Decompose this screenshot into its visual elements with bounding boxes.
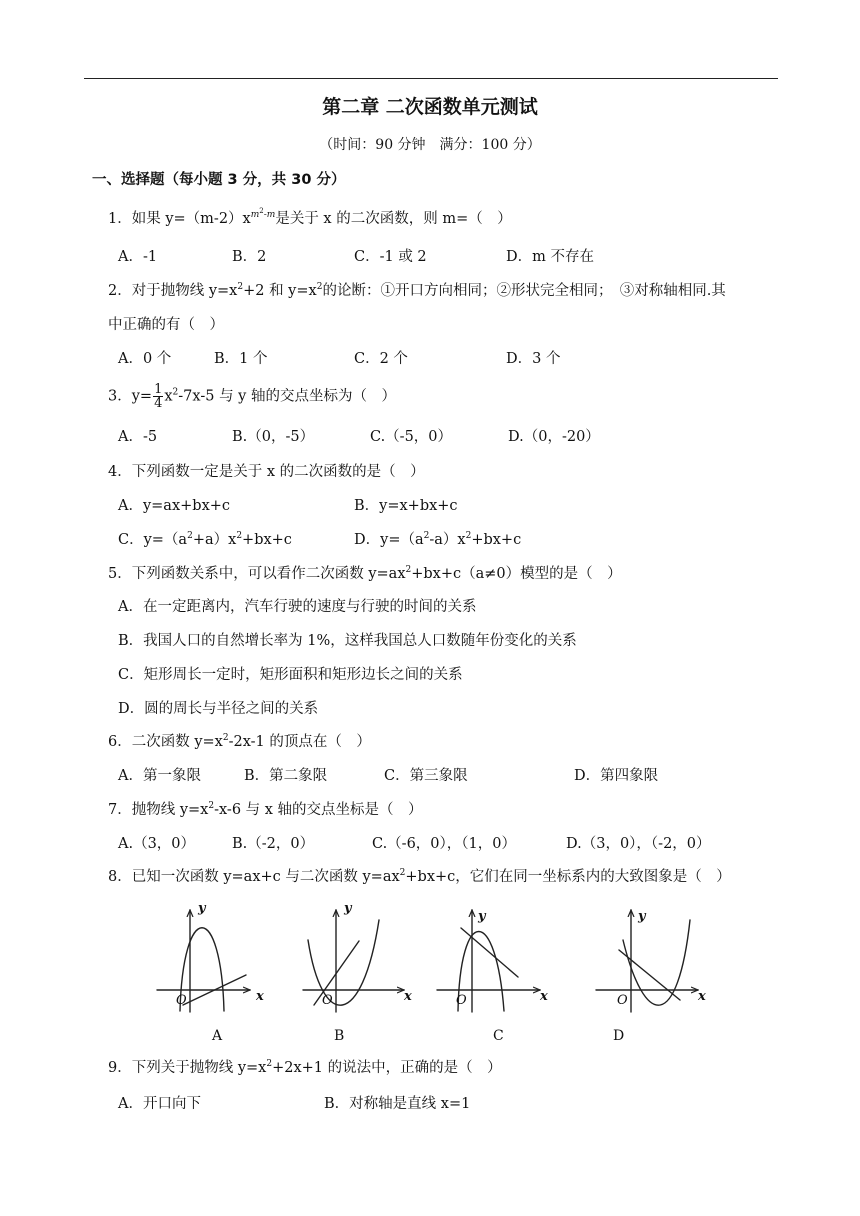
graph-c-x-label: x — [540, 989, 548, 1004]
option-b[interactable]: B．我国人口的自然增长率为 1%，这样我国总人口数随年份变化的关系 — [118, 633, 577, 649]
graph-d-caption: D — [613, 1028, 625, 1044]
question-7: 7．抛物线 $y=x^2-x-6$ 与 x 轴的交点坐标是（ ） — [108, 801, 423, 818]
section-heading: 一、选择题（每小题 3 分，共 30 分） — [92, 172, 346, 188]
option-a[interactable]: A．y=ax+bx+c — [118, 498, 231, 514]
option-a[interactable]: A．-5 — [118, 429, 158, 445]
option-a[interactable]: A．0 个 — [118, 351, 172, 367]
graph-a[interactable] — [157, 910, 250, 1012]
option-a[interactable]: A．-1 — [118, 249, 158, 265]
question-8: 8．已知一次函数 y=ax+c 与二次函数 $y=ax^2+bx+c$，它们在同一坐标系内的大致图象是（ ） — [108, 868, 731, 885]
option-b[interactable]: B.（-2，0） — [232, 836, 315, 852]
option-b[interactable]: B.（0，-5） — [232, 429, 315, 445]
option-c[interactable]: C．-1 或 2 — [354, 249, 427, 265]
option-c[interactable]: C.（-5，0） — [370, 429, 453, 445]
graph-d-y-label: y — [638, 909, 646, 924]
question-6: 6．二次函数 $y=x^2-2x-1$ 的顶点在（ ） — [108, 733, 371, 750]
question-9: 9．下列关于抛物线 $y=x^2+2x+1$ 的说法中，正确的是（ ） — [108, 1059, 502, 1076]
option-d[interactable]: D．圆的周长与半径之间的关系 — [118, 701, 319, 717]
graph-b-x-label: x — [404, 989, 412, 1004]
option-b[interactable]: B．1 个 — [214, 351, 268, 367]
graph-b-y-label: y — [344, 901, 352, 916]
option-c[interactable]: C．$y=(a^2+a)x^2+bx+c$ — [118, 531, 292, 548]
question-2-line-2: 中正确的有（ ） — [108, 317, 224, 333]
graph-c-y-label: y — [478, 909, 486, 924]
option-d[interactable]: D.（0，-20） — [508, 429, 600, 445]
fraction: $\frac{1}{4}$ — [154, 382, 163, 411]
option-c[interactable]: C.（-6，0），（1，0） — [372, 836, 516, 852]
question-1: 1．如果 $y=(m-2)x^{m^2-m}$是关于 x 的二次函数，则 m=（ ） — [108, 207, 512, 227]
option-a[interactable]: A．第一象限 — [118, 768, 201, 784]
header-rule — [84, 78, 778, 79]
graph-d-origin: O — [617, 993, 628, 1008]
question-3: 3．y= $\frac{1}{4}$ $x^2-7x-5$ 与 y 轴的交点坐标为（ ） — [108, 382, 396, 411]
graph-c-caption: C — [493, 1028, 504, 1044]
page-subtitle: （时间：90 分钟 满分：100 分） — [319, 137, 541, 153]
graph-c[interactable] — [437, 910, 540, 1012]
option-d[interactable]: D．m 不存在 — [506, 249, 594, 265]
option-b[interactable]: B．第二象限 — [244, 768, 328, 784]
graph-a-origin: O — [176, 993, 187, 1008]
option-c[interactable]: C．第三象限 — [384, 768, 468, 784]
graph-b-origin: O — [322, 993, 333, 1008]
page-title: 第二章 二次函数单元测试 — [322, 96, 538, 118]
option-d[interactable]: D．3 个 — [506, 351, 561, 367]
question-5: 5．下列函数关系中，可以看作二次函数 $y=ax^2+bx+c(a\ne 0)$模型的是（ ） — [108, 565, 622, 582]
graph-b[interactable] — [303, 910, 404, 1012]
option-a[interactable]: A．开口向下 — [118, 1096, 201, 1112]
option-b[interactable]: B．2 — [232, 249, 267, 265]
option-b[interactable]: B．对称轴是直线 x=1 — [324, 1096, 471, 1112]
question-4: 4．下列函数一定是关于 x 的二次函数的是（ ） — [108, 464, 425, 480]
question-2: 2．对于抛物线 $y=x^2+2$ 和 $y=x^2$的论断：①开口方向相同；②形状完全相同； ③对称轴相同.其 — [108, 282, 726, 299]
option-c[interactable]: C．矩形周长一定时，矩形面积和矩形边长之间的关系 — [118, 667, 463, 683]
question-8-graphs — [0, 890, 860, 1050]
graph-a-y-label: y — [198, 901, 206, 916]
option-d[interactable]: D.（3，0），（-2，0） — [566, 836, 711, 852]
option-a[interactable]: A.（3，0） — [118, 836, 196, 852]
option-d[interactable]: D．$y=(a^2-a)x^2+bx+c$ — [354, 531, 522, 548]
option-c[interactable]: C．2 个 — [354, 351, 408, 367]
graph-d[interactable] — [596, 910, 698, 1012]
graph-a-x-label: x — [256, 989, 264, 1004]
option-a[interactable]: A．在一定距离内，汽车行驶的速度与行驶的时间的关系 — [118, 599, 477, 615]
option-b[interactable]: B．y=x+bx+c — [354, 498, 458, 514]
graph-b-caption: B — [334, 1028, 345, 1044]
graph-a-caption: A — [212, 1028, 223, 1044]
option-d[interactable]: D．第四象限 — [574, 768, 659, 784]
graph-d-x-label: x — [698, 989, 706, 1004]
graph-c-origin: O — [456, 993, 467, 1008]
